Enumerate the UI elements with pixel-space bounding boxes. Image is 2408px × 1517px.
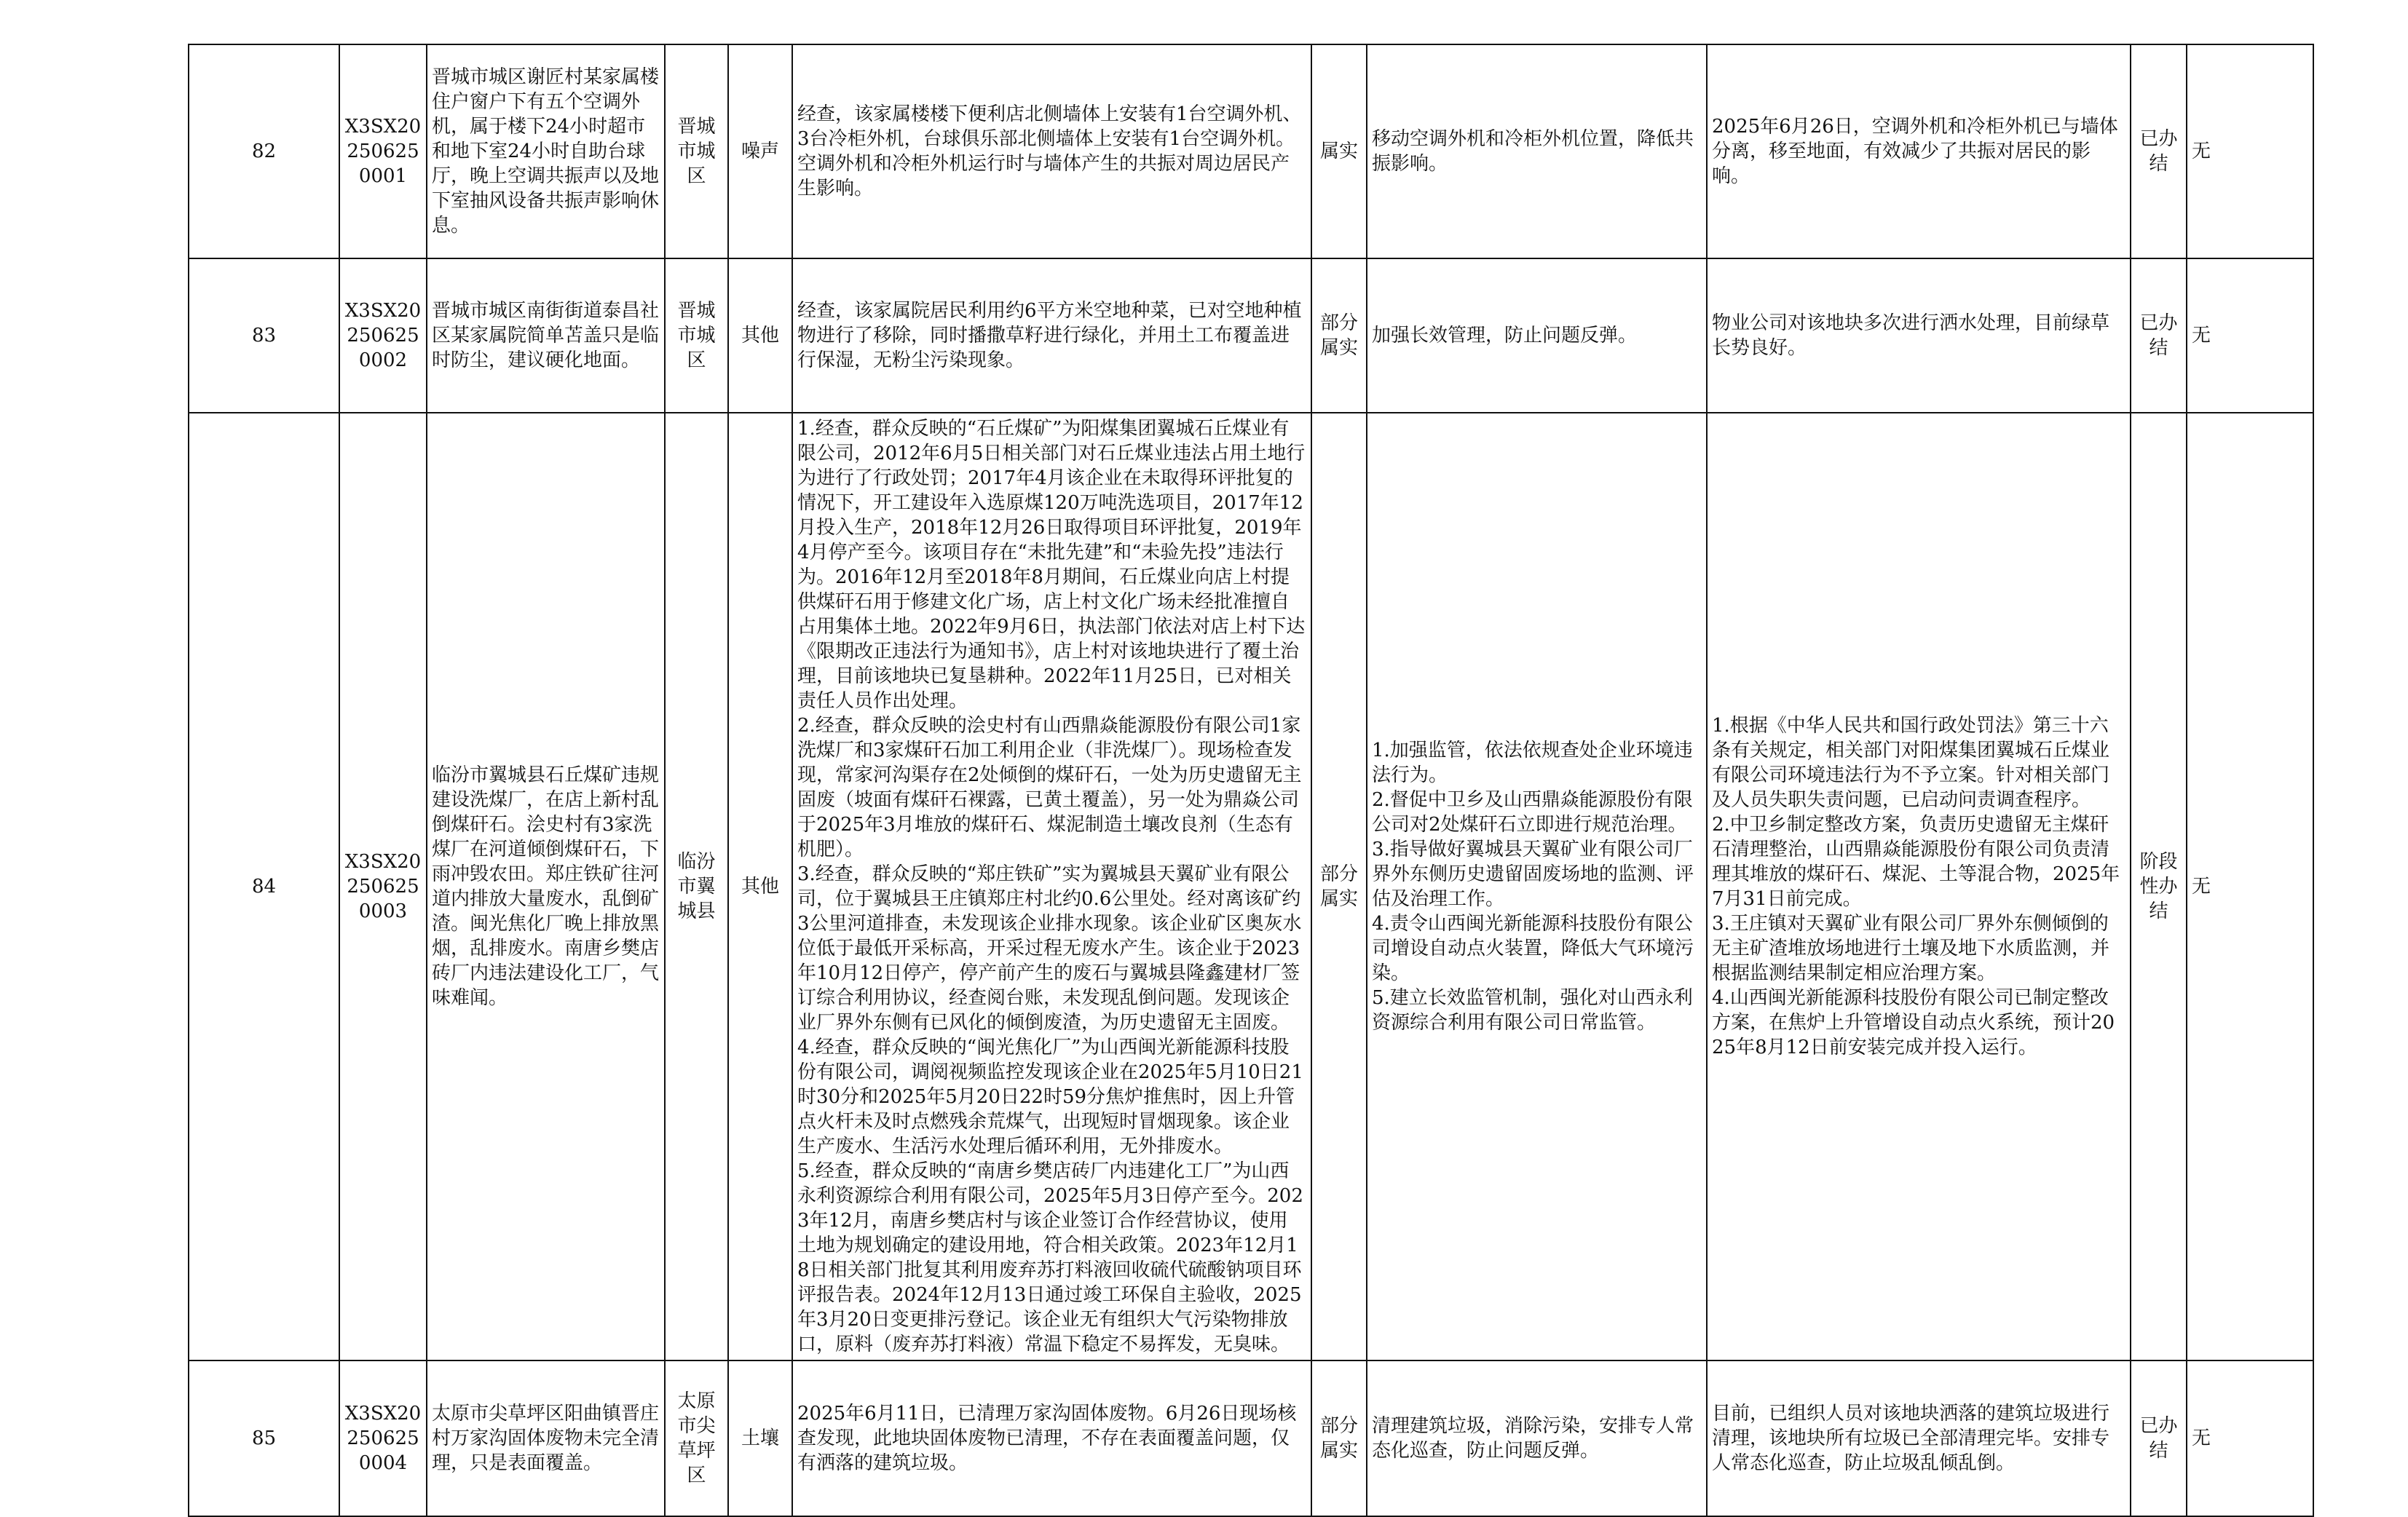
case-code: X3SX202506250002 bbox=[339, 258, 427, 413]
verdict: 部分属实 bbox=[1311, 1360, 1367, 1516]
result-item: 2.中卫乡制定整改方案，负责历史遗留无主煤矸石清理整治，山西鼎焱能源股份有限公司负责清理其堆放的煤矸石、煤泥、土等混合物，2025年7月31日前完成。 bbox=[1712, 814, 2120, 910]
complaint-content: 晋城市城区谢匠村某家属楼住户窗户下有五个空调外机，属于楼下24小时超市和地下室24小时自助台球厅，晚上空调共振声以及地下室抽风设备共振声影响休息。 bbox=[427, 44, 665, 258]
investigation-text: 2025年6月11日，已清理万家沟固体废物。6月26日现场核查发现，此地块固体废物已清理，不存在表面覆盖问题，仅有洒落的建筑垃圾。 bbox=[792, 1360, 1311, 1516]
investigation-item: 3.经查，群众反映的“郑庄铁矿”实为翼城县天翼矿业有限公司，位于翼城县王庄镇郑庄村北约0.6公里处。经对离该矿约3公里河道排查，未发现该企业排水现象。该企业矿区奥灰水位低于最低开采标高，开采过程无废水产生。该企业于2023年10月12日停产，停产前产生的废石与翼城县隆鑫建材厂签订综合利用协议，经查阅台账，未发现乱倒问题。发现该企业厂界外东侧有已风化的倾倒废渣，为历史遗留无主固废。 bbox=[797, 863, 1302, 1034]
case-code: X3SX202506250001 bbox=[339, 44, 427, 258]
complaint-content: 临汾市翼城县石丘煤矿违规建设洗煤厂，在店上新村乱倒煤矸石。浍史村有3家洗煤厂在河道倾倒煤矸石，下雨冲毁农田。郑庄铁矿往河道内排放大量废水，乱倒矿渣。闽光焦化厂晚上排放黑烟，乱排废水。南唐乡樊店砖厂内违法建设化工厂，气味难闻。 bbox=[427, 413, 665, 1360]
result-text: 2025年6月26日，空调外机和冷柜外机已与墙体分离，移至地面，有效减少了共振对居民的影响。 bbox=[1707, 44, 2131, 258]
row-number: 85 bbox=[189, 1360, 339, 1516]
investigation-item: 1.经查，群众反映的“石丘煤矿”为阳煤集团翼城石丘煤业有限公司，2012年6月5日相关部门对石丘煤业违法占用土地行为进行了行政处罚；2017年4月该企业在未取得环评批复的情况下，开工建设年入选原煤120万吨洗选项目，2017年12月投入生产，2018年12月26日取得项目环评批复，2019年4月停产至今。该项目存在“未批先建”和“未验先投”违法行为。2016年12月至2018年8月期间，石丘煤业向店上村提供煤矸石用于修建文化广场，店上村文化广场未经批准擅自占用集体土地。2022年9月6日，执法部门依法对店上村下达《限期改正违法行为通知书》，店上村对该地块进行了覆土治理，目前该地块已复垦耕种。2022年11月25日，已对相关责任人员作出处理。 bbox=[797, 418, 1306, 712]
status: 已办结 bbox=[2131, 258, 2187, 413]
measure-item: 2.督促中卫乡及山西鼎焱能源股份有限公司对2处煤矸石立即进行规范治理。 bbox=[1372, 789, 1693, 836]
measure-item: 1.加强监管，依法依规查处企业环境违法行为。 bbox=[1372, 740, 1693, 786]
case-code: X3SX202506250003 bbox=[339, 413, 427, 1360]
investigation-item: 5.经查，群众反映的“南唐乡樊店砖厂内违建化工厂”为山西永利资源综合利用有限公司，2025年5月3日停产至今。2023年12月，南唐乡樊店村与该企业签订合作经营协议，使用土地为规划确定的建设用地，符合相关政策。2023年12月18日相关部门批复其利用废弃苏打料液回收硫代硫酸钠项目环评报告表。2024年12月13日通过竣工环保自主验收，2025年3月20日变更排污登记。该企业无有组织大气污染物排放口，原料（废弃苏打料液）常温下稳定不易挥发，无臭味。 bbox=[797, 1160, 1303, 1355]
measures-text: 加强长效管理，防止问题反弹。 bbox=[1367, 258, 1707, 413]
table-row bbox=[189, 258, 2313, 413]
measure-item: 3.指导做好翼城县天翼矿业有限公司厂界外东侧历史遗留固废场地的监测、评估及治理工作。 bbox=[1372, 839, 1694, 910]
region: 临汾市翼城县 bbox=[665, 413, 728, 1360]
verdict: 属实 bbox=[1311, 44, 1367, 258]
investigation-item: 2.经查，群众反映的浍史村有山西鼎焱能源股份有限公司1家洗煤厂和3家煤矸石加工利用企业（非洗煤厂）。现场检查发现，常家河沟渠存在2处倾倒的煤矸石，一处为历史遗留无主固废（坡面有煤矸石裸露，已黄土覆盖），另一处为鼎焱公司于2025年3月堆放的煤矸石、煤泥制造土壤改良剂（生态有机肥）。 bbox=[797, 715, 1302, 860]
case-code: X3SX202506250004 bbox=[339, 1360, 427, 1516]
verdict: 部分属实 bbox=[1311, 413, 1367, 1360]
result-text: 物业公司对该地块多次进行洒水处理，目前绿草长势良好。 bbox=[1707, 258, 2131, 413]
table-row bbox=[189, 44, 2313, 258]
status: 已办结 bbox=[2131, 44, 2187, 258]
pollution-category: 其他 bbox=[728, 258, 792, 413]
measures-text: 移动空调外机和冷柜外机位置，降低共振影响。 bbox=[1367, 44, 1707, 258]
measure-item: 4.责令山西闽光新能源科技股份有限公司增设自动点火装置，降低大气环境污染。 bbox=[1372, 913, 1694, 984]
table-row bbox=[189, 413, 2313, 1360]
region: 晋城市城区 bbox=[665, 258, 728, 413]
accountability: 无 bbox=[2187, 1360, 2313, 1516]
result-text bbox=[1707, 413, 2131, 1360]
table-row bbox=[189, 1360, 2313, 1516]
region: 太原市尖草坪区 bbox=[665, 1360, 728, 1516]
result-item: 1.根据《中华人民共和国行政处罚法》第三十六条有关规定，相关部门对阳煤集团翼城石丘煤业有限公司环境违法行为不予立案。针对相关部门及人员失职失责问题，已启动问责调查程序。 bbox=[1712, 715, 2110, 811]
investigation-text: 经查，该家属院居民利用约6平方米空地种菜，已对空地种植物进行了移除，同时播撒草籽进行绿化，并用土工布覆盖进行保湿，无粉尘污染现象。 bbox=[792, 258, 1311, 413]
result-text: 目前，已组织人员对该地块洒落的建筑垃圾进行清理，该地块所有垃圾已全部清理完毕。安排专人常态化巡查，防止垃圾乱倾乱倒。 bbox=[1707, 1360, 2131, 1516]
measures-text bbox=[1367, 413, 1707, 1360]
result-item: 4.山西闽光新能源科技股份有限公司已制定整改方案，在焦炉上升管增设自动点火系统，预计2025年8月12日前安装完成并投入运行。 bbox=[1712, 987, 2115, 1058]
measure-item: 5.建立长效监管机制，强化对山西永利资源综合利用有限公司日常监管。 bbox=[1372, 987, 1693, 1034]
pollution-category: 其他 bbox=[728, 413, 792, 1360]
complaint-content: 晋城市城区南街街道泰昌社区某家属院简单苫盖只是临时防尘，建议硬化地面。 bbox=[427, 258, 665, 413]
investigation-item: 4.经查，群众反映的“闽光焦化厂”为山西闽光新能源科技股份有限公司，调阅视频监控发现该企业在2025年5月10日21时30分和2025年5月20日22时59分焦炉推焦时，因上升管点火杆未及时点燃残余荒煤气，出现短时冒烟现象。该企业生产废水、生活污水处理后循环利用，无外排废水。 bbox=[797, 1037, 1303, 1157]
row-number: 84 bbox=[189, 413, 339, 1360]
verdict: 部分属实 bbox=[1311, 258, 1367, 413]
accountability: 无 bbox=[2187, 413, 2313, 1360]
accountability: 无 bbox=[2187, 258, 2313, 413]
investigation-text: 经查，该家属楼楼下便利店北侧墙体上安装有1台空调外机、3台冷柜外机，台球俱乐部北侧墙体上安装有1台空调外机。空调外机和冷柜外机运行时与墙体产生的共振对周边居民产生影响。 bbox=[792, 44, 1311, 258]
result-item: 3.王庄镇对天翼矿业有限公司厂界外东侧倾倒的无主矿渣堆放场地进行土壤及地下水质监测，并根据监测结果制定相应治理方案。 bbox=[1712, 913, 2110, 984]
measures-text: 清理建筑垃圾，消除污染，安排专人常态化巡查，防止问题反弹。 bbox=[1367, 1360, 1707, 1516]
region: 晋城市城区 bbox=[665, 44, 728, 258]
pollution-category: 土壤 bbox=[728, 1360, 792, 1516]
status: 已办结 bbox=[2131, 1360, 2187, 1516]
row-number: 82 bbox=[189, 44, 339, 258]
investigation-text bbox=[792, 413, 1311, 1360]
row-number: 83 bbox=[189, 258, 339, 413]
accountability: 无 bbox=[2187, 44, 2313, 258]
complaint-content: 太原市尖草坪区阳曲镇晋庄村万家沟固体废物未完全清理，只是表面覆盖。 bbox=[427, 1360, 665, 1516]
pollution-category: 噪声 bbox=[728, 44, 792, 258]
status: 阶段性办结 bbox=[2131, 413, 2187, 1360]
complaints-table bbox=[188, 44, 2314, 1517]
